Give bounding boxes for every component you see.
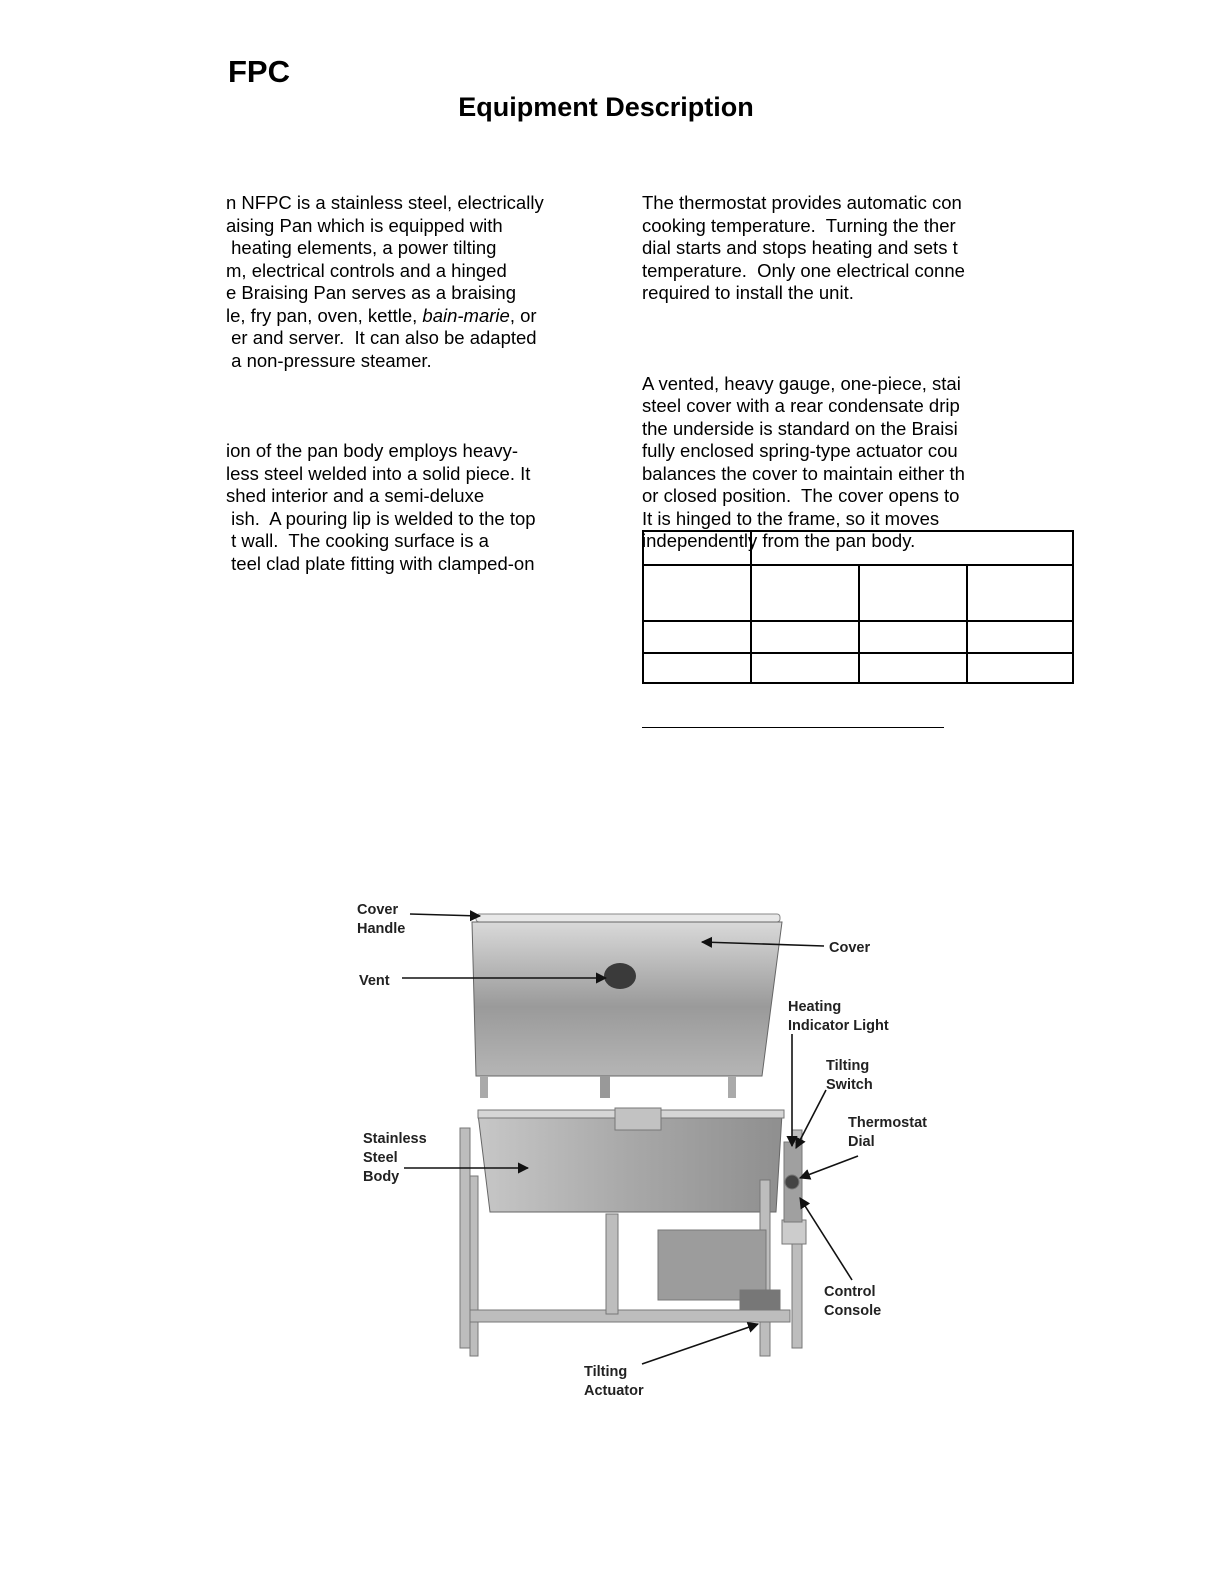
- model-heading: FPC: [228, 54, 290, 89]
- left-column: [226, 147, 598, 621]
- table-row: [643, 565, 1073, 621]
- table-cell: [751, 653, 859, 683]
- label-stainless-1: Stainless: [363, 1131, 427, 1147]
- table-cell: [751, 565, 859, 621]
- table-cell: [859, 565, 967, 621]
- label-tilting-actuator-2: Actuator: [584, 1383, 644, 1399]
- label-heating-indicator-2: Indicator Light: [788, 1018, 889, 1034]
- signature-line: [642, 727, 944, 728]
- table-row: [643, 531, 1073, 565]
- label-stainless-3: Body: [363, 1169, 400, 1185]
- label-tilting-switch-2: Switch: [826, 1077, 873, 1093]
- table-cell: [751, 621, 859, 653]
- table-cell: [751, 531, 1073, 565]
- label-control-console-2: Console: [824, 1303, 882, 1319]
- right-paragraph-2: A vented, heavy gauge, one-piece, stai steel cover with a rear condensate drip the underside is standard on the Braisi fully enclosed spring-type actuator cou balances the cover to maintain either th or closed position. The cover opens to It is hinged to the frame, so it moves independently from the pan body.: [642, 372, 965, 551]
- label-cover-handle-2: Handle: [357, 921, 406, 937]
- label-cover: Cover: [829, 940, 871, 956]
- label-tilting-switch-1: Tilting: [826, 1058, 870, 1074]
- table-row: [643, 621, 1073, 653]
- label-thermostat-1: Thermostat: [848, 1115, 927, 1131]
- left-paragraph-2: ion of the pan body employs heavy- less steel welded into a solid piece. It shed interior and a semi-deluxe ish. A pouring lip is welded to the top t wall. The cooking surface is a teel clad plate fitting with clamped-on: [226, 440, 536, 574]
- label-stainless-2: Steel: [363, 1150, 398, 1166]
- table-cell: [643, 531, 751, 565]
- label-vent: Vent: [359, 973, 390, 989]
- vent-hole: [604, 963, 636, 989]
- label-heating-indicator-1: Heating: [788, 999, 842, 1015]
- braising-pan-diagram: [330, 880, 950, 1420]
- right-paragraph-1: The thermostat provides automatic con cooking temperature. Turning the ther dial starts and stops heating and sets t temperature. Only one electrical conne required to install the unit.: [642, 192, 965, 303]
- left-paragraph-1: n NFPC is a stainless steel, electrically aising Pan which is equipped with heating elements, a power tilting m, electrical controls and a hinged e Braising Pan serves as a braising le, fry pan, oven, kettle, bain-marie, or er and server. It can also be adapted a non-pressure steamer.: [226, 192, 544, 371]
- label-tilting-actuator-1: Tilting: [584, 1364, 628, 1380]
- table-row: [643, 653, 1073, 683]
- label-cover-handle-1: Cover: [357, 902, 399, 918]
- table-cell: [967, 653, 1073, 683]
- table-cell: [643, 621, 751, 653]
- pan-body-shape: [478, 1108, 784, 1212]
- spec-table: [642, 530, 1074, 684]
- table-cell: [643, 653, 751, 683]
- table-cell: [643, 565, 751, 621]
- cover-shape: [472, 914, 782, 1098]
- page-title: Equipment Description: [458, 92, 754, 122]
- table-cell: [967, 621, 1073, 653]
- table-cell: [859, 653, 967, 683]
- label-control-console-1: Control: [824, 1284, 876, 1300]
- table-cell: [967, 565, 1073, 621]
- label-thermostat-2: Dial: [848, 1134, 875, 1150]
- table-cell: [859, 621, 967, 653]
